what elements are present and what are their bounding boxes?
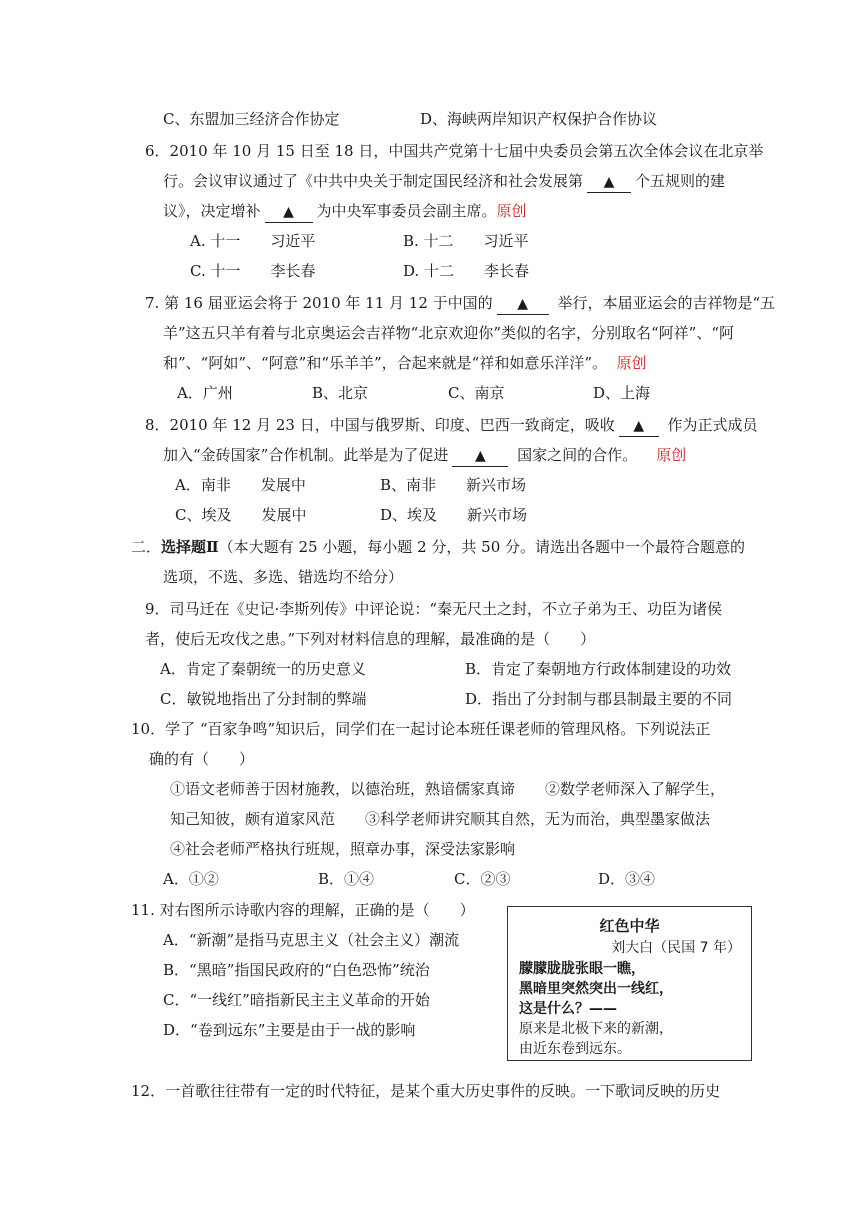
q6-answer-blank-2: ▲ [265,201,313,223]
q8-answer-blank-1: ▲ [619,415,659,437]
section-instructions: 选项，不选、多选、错选均不给分） [163,568,404,586]
q8-answer-blank-2: ▲ [452,445,508,467]
q8-stem-line1: 8．2010 年 12 月 23 日，中国与俄罗斯、印度、巴西一致商定，吸收 ▲ 作为正式成员 [145,415,758,437]
poem-box [507,906,752,1061]
q7-option-a: A．广州 [177,384,233,402]
q7-stem-line3: 和”、“阿如”、“阿意”和“乐羊羊”，合起来就是“祥和如意乐洋洋”。 原创 [163,354,647,372]
original-tag: 原创 [616,354,647,372]
q7-option-b: B、北京 [312,384,369,402]
q10-statement-line3: ④社会老师严格执行班规，照章办事，深受法家影响 [170,840,516,858]
q11-option-c: C．“一线红”暗指新民主主义革命的开始 [163,991,430,1009]
q5-option-d: D、海峡两岸知识产权保护合作协议 [420,110,658,128]
poem-line-2: 黑暗里突然突出一线红， [519,981,673,997]
q10-statement-line2: 知己知彼，颇有道家风范 ③科学老师讲究顺其自然，无为而治，典型墨家做法 [170,810,711,828]
q11-option-a: A．“新潮”是指马克思主义（社会主义）潮流 [163,931,460,949]
q7-stem-line1: 7. 第 16 届亚运会将于 2010 年 11 月 12 于中国的 ▲ 举行，本届亚运会的吉祥物是“五 [145,293,775,315]
q9-option-b: B．肯定了秦朝地方行政体制建设的功效 [465,660,732,678]
q10-option-a: A．①② [163,870,219,888]
poem-line-3: 这是什么？—— [519,1001,617,1017]
q10-stem-line1: 10．学了 “百家争鸣”知识后，同学们在一起讨论本班任课老师的管理风格。下列说法正 [131,720,711,738]
q6-option-d: D. 十二 李长春 [403,262,530,280]
q6-option-a: A. 十一 习近平 [190,232,316,250]
q6-stem-line1: 6．2010 年 10 月 15 日至 18 日，中国共产党第十七届中央委员会第五次全体会议在北京举 [145,142,764,160]
q11-stem: 11. 对右图所示诗歌内容的理解，正确的是（ ） [131,901,475,919]
q6-option-c: C. 十一 李长春 [190,262,316,280]
q6-option-b: B. 十二 习近平 [403,232,529,250]
q10-stem-line2: 确的有（ ） [149,750,255,768]
q9-option-c: C．敏锐地指出了分封制的弊端 [160,690,367,708]
q9-option-d: D．指出了分封制与郡县制最主要的不同 [465,690,733,708]
poem-author: 刘大白（民国 7 年） [611,940,741,956]
poem-line-1: 朦朦胧胧张眼一瞧， [519,961,645,977]
poem-title: 红色中华 [599,917,660,935]
q7-answer-blank: ▲ [497,293,549,315]
q7-option-c: C、南京 [448,384,505,402]
q8-option-a: A．南非 发展中 [175,476,306,494]
q11-option-b: B．“黑暗”指国民政府的“白色恐怖”统治 [163,961,430,979]
q8-stem-line2: 加入“金砖国家”合作机制。此举是为了促进 ▲ 国家之间的合作。 原创 [163,445,686,467]
q5-option-c: C、东盟加三经济合作协定 [163,110,340,128]
q10-option-c: C．②③ [454,870,511,888]
q9-option-a: A．肯定了秦朝统一的历史意义 [160,660,366,678]
section-heading: 二．选择题Ⅱ（本大题有 25 小题，每小题 2 分，共 50 分。请选出各题中一个最符合题意的 [131,538,746,556]
q8-option-b: B、南非 新兴市场 [380,476,527,494]
q6-stem-line3: 议》，决定增补 ▲ 为中央军事委员会副主席。原创 [163,201,527,223]
q8-option-c: C、埃及 发展中 [175,506,307,524]
q11-option-d: D．“卷到远东”主要是由于一战的影响 [163,1021,416,1039]
q6-answer-blank-1: ▲ [587,171,631,193]
original-tag: 原创 [496,202,527,220]
q12-stem-line1: 12．一首歌往往带有一定的时代特征，是某个重大历史事件的反映。一下歌词反映的历史 [131,1082,721,1100]
q8-option-d: D、埃及 新兴市场 [380,506,528,524]
poem-line-5: 由近东卷到远东。 [519,1041,631,1057]
poem-line-4: 原来是北极下来的新潮， [519,1021,673,1037]
original-tag: 原创 [656,446,687,464]
q10-statement-line1: ①语文老师善于因材施教，以德治班，熟谙儒家真谛 ②数学老师深入了解学生， [170,780,726,798]
q9-stem-line2: 者，使后无攻伐之患。”下列对材料信息的理解，最准确的是（ ） [145,630,596,648]
q6-stem-line2: 行。会议审议通过了《中共中央关于制定国民经济和社会发展第 ▲ 个五规则的建 [163,171,725,193]
q7-stem-line2: 羊”这五只羊有着与北京奥运会吉祥物“北京欢迎你”类似的名字，分别取名“阿祥”、“阿 [163,324,735,342]
q10-option-d: D．③④ [598,870,656,888]
q10-option-b: B．①④ [318,870,375,888]
q9-stem-line1: 9．司马迁在《史记·李斯列传》中评论说：“秦无尺土之封，不立子弟为王、功臣为诸侯 [145,600,722,618]
q7-option-d: D、上海 [593,384,651,402]
